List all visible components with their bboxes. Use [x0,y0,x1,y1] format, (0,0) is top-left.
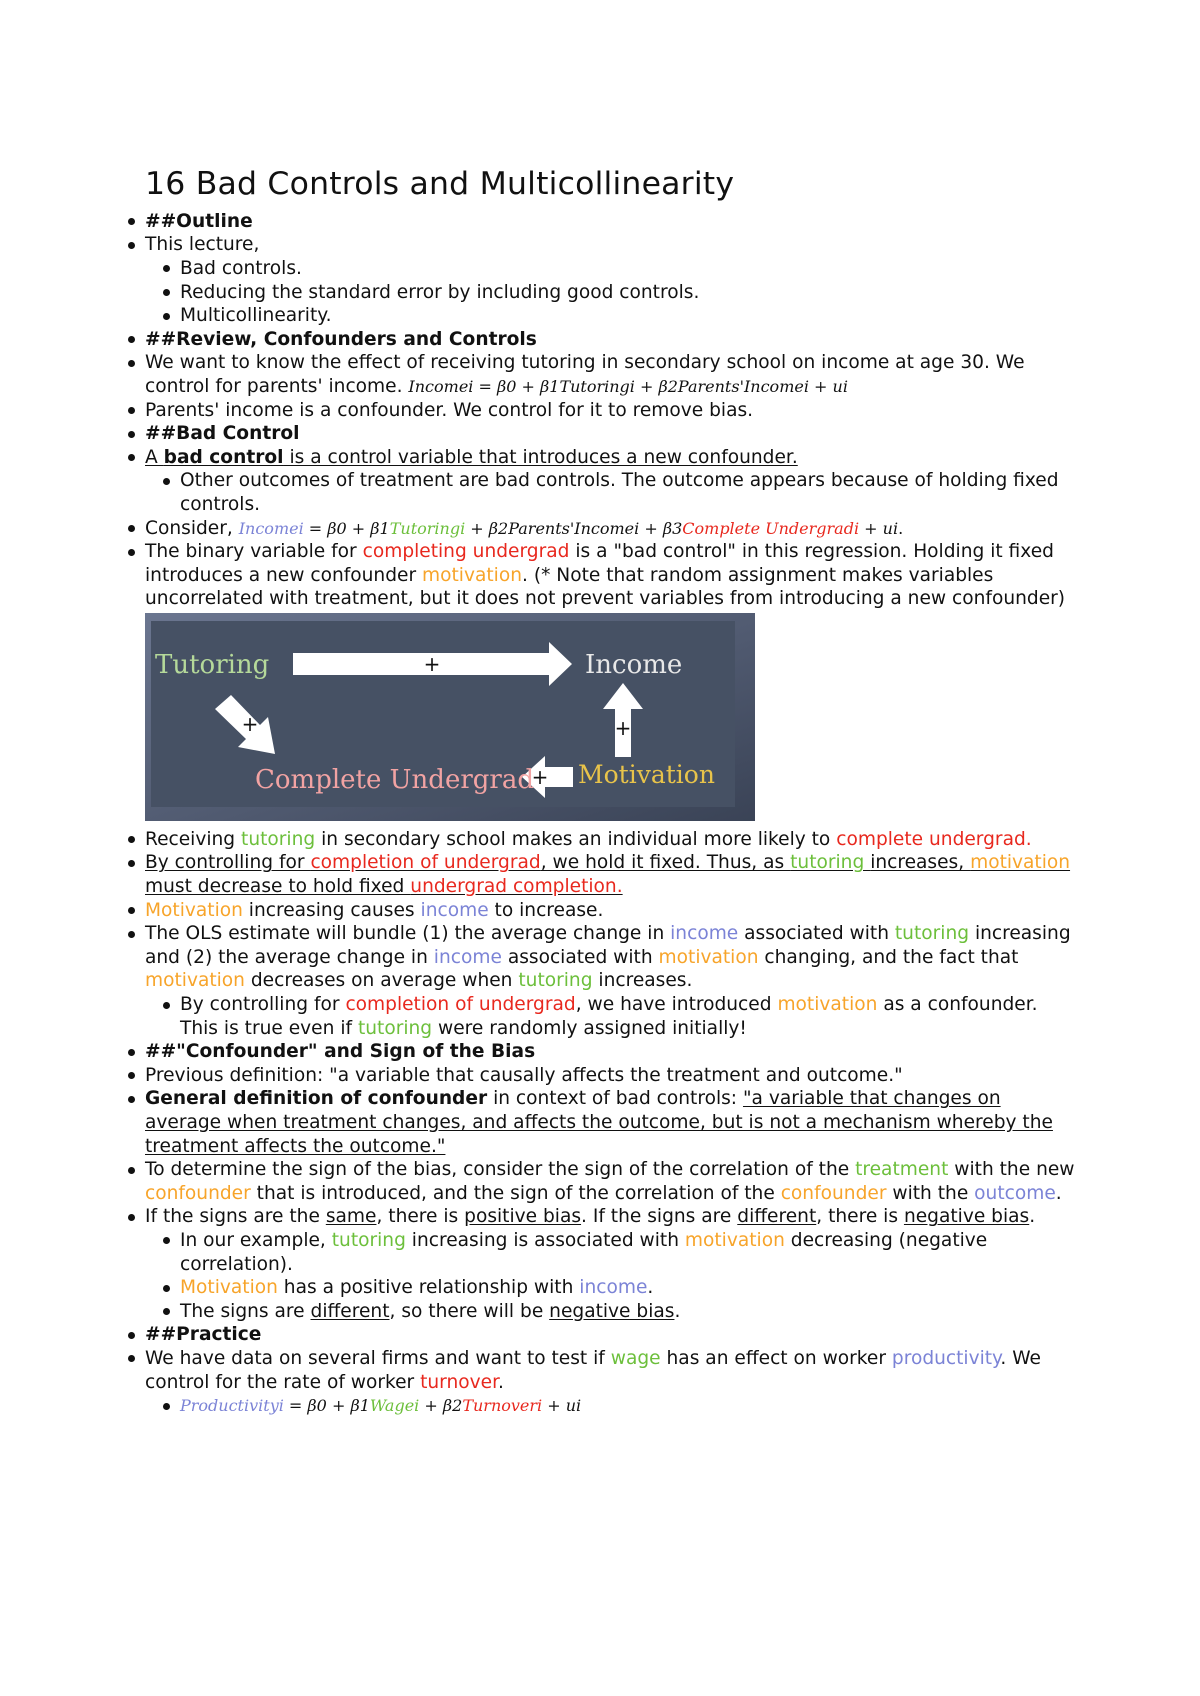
plus-sign: + [241,711,259,736]
page-title: 16 Bad Controls and Multicollinearity [145,166,735,202]
eq-op: + [516,376,540,396]
previous-definition: Previous definition: "a variable that causally affects the treatment and outcome." [145,1064,1080,1088]
explain-new-confounder [180,993,1080,1040]
eq-term: β0 [307,1396,327,1416]
text-green: tutoring [331,1229,406,1251]
text: . (* Note that random assignment makes variables uncorrelated with treatment, but it does not prevent variables from introducing a new confounder) [145,564,1066,610]
text-orange: motivation [658,946,759,968]
text: has a positive relationship with [277,1277,580,1299]
eq-term: ui [832,376,848,396]
text-orange: Motivation [180,1277,278,1299]
example-positive-relationship [180,1276,1080,1300]
plus-sign: + [423,651,441,676]
text-orange: confounder [780,1182,887,1204]
text-red: complete undergrad. [836,828,1032,850]
text: , there is [816,1206,904,1228]
practice-equation-line [180,1394,1080,1418]
eq-term: Tutoringi [389,518,466,538]
text: has an effect on worker [660,1347,892,1369]
practice-heading: ##Practice [145,1323,1080,1347]
text-orange: motivation [777,994,878,1016]
text-green: treatment [855,1159,949,1181]
text-blue: income [579,1277,648,1299]
text-green: wage [610,1347,661,1369]
text: . [647,1277,654,1299]
eq-term: Parents'Incomei [677,376,809,396]
text-underlined: different [310,1300,390,1322]
node-tutoring: Tutoring [155,649,270,680]
text-green: tutoring [518,970,593,992]
eq-term: β0 [496,376,517,396]
eq-term: β1 [370,518,390,538]
text: . [1055,1182,1062,1204]
text-red: completion of undergrad [310,852,541,874]
eq-term: Parents'Incomei [508,518,640,538]
outline-heading: ##Outline [145,210,1080,234]
eq-term: Tutoringi [559,376,635,396]
text: , there is [376,1206,465,1228]
review-confounder-note: Parents' income is a confounder. We control for it to remove bias. [145,399,1080,423]
eq-term: β2 [658,376,678,396]
text-red: turnover [420,1371,499,1393]
review-text: We want to know the effect of receiving tutoring in secondary school on income at age 30. We control for parents' income. [145,352,1025,397]
text: In our example, [180,1229,332,1251]
text: The OLS estimate will bundle (1) the average change in [145,923,671,945]
text-orange: motivation [684,1229,785,1251]
binary-variable-note [145,540,1080,611]
text-red: undergrad completion. [410,876,623,898]
text: We have data on several firms and want to test if [145,1347,611,1369]
text: to increase. [488,899,604,921]
text-green: tutoring [357,1017,433,1039]
text-bold: bad control [163,446,284,468]
eq-term: ui [565,1396,582,1416]
text-underlined: "a variable that changes on average when treatment changes, and affects the outcome, but is not a mechanism whereby the treatment affects the outcome." [145,1088,1053,1157]
eq-term: β2 [488,518,509,538]
text-green: tutoring [894,923,970,945]
text-underlined: negative bias [903,1206,1030,1228]
notes-list [145,210,1080,611]
text: decreasing (negative correlation). [180,1229,988,1275]
text: increases. [592,970,693,992]
text: By controlling for [145,852,311,874]
text-underlined: different [737,1206,817,1228]
explain-motivation-income [145,899,1080,923]
text: must decrease to hold fixed [145,876,411,898]
text: with the new [948,1159,1075,1181]
eq-term: β2 [442,1396,463,1416]
text: By controlling for [180,994,346,1016]
text: , so there will be [389,1300,550,1322]
text: If the signs are the [145,1206,326,1228]
eq-op: = [283,1396,308,1416]
text-green: tutoring [241,828,316,850]
text-underlined: positive bias [464,1206,582,1228]
text: increasing causes [242,899,421,921]
text-orange: motivation [422,564,522,586]
text-blue: income [670,923,739,945]
text: , we hold it fixed. Thus, as [540,852,791,874]
eq-term: Incomei [408,376,474,396]
eq-op: + [542,1396,566,1416]
consider-equation [239,519,903,538]
text: increases, [870,852,971,874]
eq-term: β3 [662,518,683,538]
text: The binary variable for [145,541,363,563]
explain-controlling [145,851,1080,898]
example-negative-correlation [180,1229,1080,1276]
general-definition [145,1087,1080,1158]
review-paragraph [145,351,1080,398]
text: . If the signs are [581,1206,738,1228]
sign-heading: ##"Confounder" and Sign of the Bias [145,1040,1080,1064]
eq-term: ui [882,518,899,538]
text: is a "bad control" in this regression. Holding it fixed introduces a new confounder [145,541,1054,586]
text-red: completion of undergrad [345,994,576,1016]
text-underlined: negative bias [549,1300,675,1322]
consider-equation-line [145,517,1080,541]
eq-op: = [473,376,497,396]
bad-control-definition [145,446,1080,470]
eq-op: + [465,518,489,538]
eq-op: + [639,518,663,538]
outline-item-multicollinearity: Multicollinearity. [180,304,1080,328]
text-blue: outcome [974,1182,1056,1204]
eq-term: Incomei [238,518,304,538]
notes-list-continued [145,828,1080,1418]
example-negative-bias [180,1300,1080,1324]
practice-question [145,1347,1080,1394]
plus-sign: + [614,715,632,740]
eq-term: Wagei [369,1396,420,1416]
text-underlined: same [325,1206,377,1228]
text: associated with [738,923,895,945]
outline-item-standard-error: Reducing the standard error by including good controls. [180,281,1080,305]
text-orange: motivation [970,852,1071,874]
review-heading: ##Review, Confounders and Controls [145,328,1080,352]
outline-intro: This lecture, [145,233,1080,257]
node-income: Income [585,649,683,680]
eq-op: + [634,376,659,396]
text: increasing is associated with [405,1229,685,1251]
node-motivation: Motivation [578,759,715,789]
review-equation [408,377,848,396]
text: increasing and (2) the average change in [145,923,1071,968]
eq-op: + [346,518,371,538]
text: . We control for the rate of worker [145,1347,1041,1393]
text: . [498,1371,504,1393]
eq-term: Complete Undergradi [682,518,860,538]
sign-rule [145,1205,1080,1229]
text: , we have introduced [575,994,778,1016]
text-orange: confounder [145,1182,251,1204]
eq-term: β0 [327,518,347,538]
node-complete-undergrad: Complete Undergrad [255,764,534,795]
eq-op: + [326,1396,351,1416]
eq-term: β1 [540,376,560,396]
text: that is introduced, and the sign of the correlation of the [250,1182,781,1204]
eq-op: + [808,376,833,396]
text: . [674,1300,681,1322]
plus-sign: + [531,764,549,789]
text: A [145,446,164,468]
text-blue: productivity [891,1347,1001,1369]
eq-op: = [303,518,328,538]
determine-sign [145,1158,1080,1205]
eq-term: Turnoveri [462,1396,543,1416]
text: with the [886,1182,975,1204]
bad-control-subnote: Other outcomes of treatment are bad controls. The outcome appears because of holding fixed controls. [180,469,1080,516]
bad-control-heading: ##Bad Control [145,422,1080,446]
text-bold: General definition of confounder [145,1088,488,1110]
text-blue: income [433,946,502,968]
text-green: tutoring [790,852,871,874]
eq-op: . [898,518,904,538]
text-orange: motivation [145,970,245,992]
eq-term: Productivityi [180,1396,284,1416]
text: . [1029,1206,1036,1228]
text: decreases on average when [244,970,519,992]
text: were randomly assigned initially! [432,1017,747,1039]
text: in secondary school makes an individual more likely to [315,828,837,850]
eq-op: + [419,1396,443,1416]
text: To determine the sign of the bias, consider the sign of the correlation of the [145,1159,856,1181]
explain-ols-bundle [145,922,1080,993]
text: in context of bad controls: [487,1088,743,1110]
text: changing, and the fact that [758,946,1019,968]
text-blue: income [420,899,489,921]
text: Consider, [145,517,239,539]
text: is a control variable that introduces a new confounder. [283,446,798,468]
text: Receiving [145,828,242,850]
eq-op: + [859,518,883,538]
text-orange: Motivation [145,899,243,921]
explain-tutoring-effect [145,828,1080,852]
text: associated with [501,946,659,968]
text: as a confounder. This is true even if [180,994,1038,1039]
text: The signs are [180,1300,311,1322]
causal-diagram [145,613,1080,825]
eq-term: β1 [350,1396,370,1416]
practice-equation [180,1396,581,1415]
outline-item-bad-controls: Bad controls. [180,257,1080,281]
causal-diagram-svg [145,613,755,821]
text-red: completing undergrad [362,541,570,563]
